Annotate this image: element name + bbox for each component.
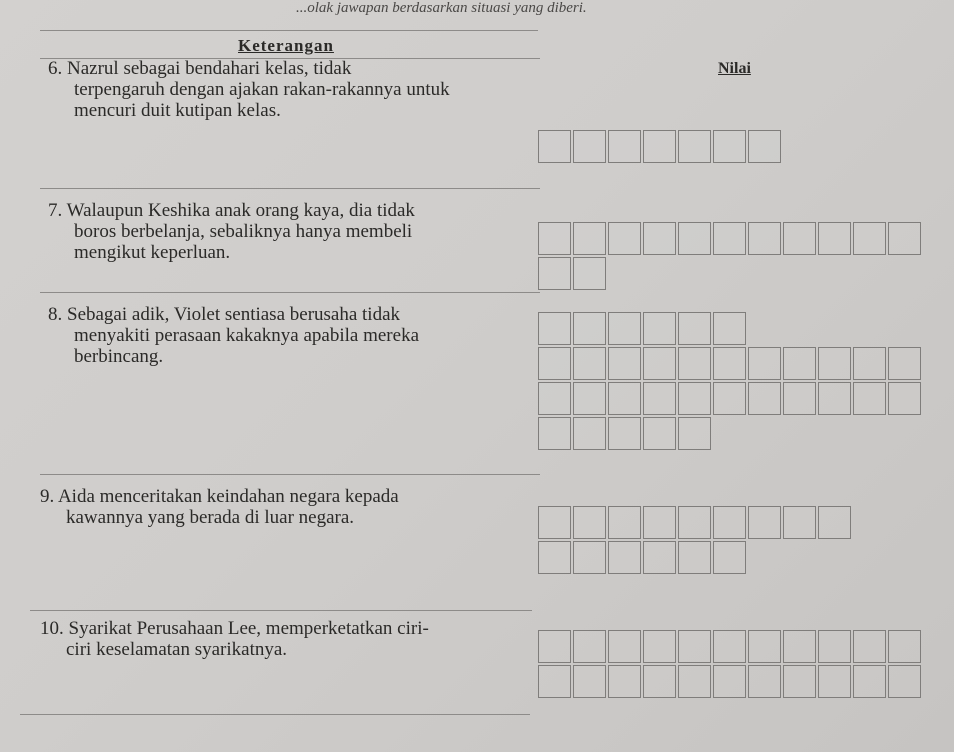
answer-box[interactable] [748, 665, 781, 698]
question-line: Nazrul sebagai bendahari kelas, tidak [67, 58, 352, 79]
answer-box[interactable] [538, 222, 571, 255]
answer-box[interactable] [608, 312, 641, 345]
answer-box[interactable] [713, 506, 746, 539]
answer-box[interactable] [608, 665, 641, 698]
answer-box[interactable] [538, 506, 571, 539]
answer-box[interactable] [538, 130, 571, 163]
row-divider [40, 292, 540, 293]
answer-box[interactable] [538, 382, 571, 415]
instruction-text: ...olak jawapan berdasarkan situasi yang diberi. [296, 0, 587, 16]
question-number: 6. [48, 58, 63, 79]
row-divider [20, 714, 530, 715]
answer-box[interactable] [678, 665, 711, 698]
answer-box[interactable] [853, 347, 886, 380]
answer-box[interactable] [573, 130, 606, 163]
column-header-keterangan: Keterangan [238, 36, 334, 55]
answer-box[interactable] [678, 541, 711, 574]
question-number: 10. [40, 618, 64, 639]
answer-box[interactable] [713, 382, 746, 415]
answer-box[interactable] [713, 665, 746, 698]
answer-box[interactable] [818, 630, 851, 663]
answer-box[interactable] [713, 630, 746, 663]
column-header-nilai: Nilai [718, 60, 751, 77]
answer-box[interactable] [573, 506, 606, 539]
question-line: menyakiti perasaan kakaknya apabila mereka [74, 325, 419, 346]
question-line: ciri keselamatan syarikatnya. [66, 639, 288, 660]
answer-box[interactable] [538, 417, 571, 450]
answer-box[interactable] [573, 222, 606, 255]
answer-box[interactable] [608, 541, 641, 574]
answer-box[interactable] [783, 665, 816, 698]
answer-box[interactable] [783, 222, 816, 255]
row-divider [30, 610, 532, 611]
question-9 [40, 486, 399, 528]
answer-box[interactable] [783, 347, 816, 380]
question-10 [40, 618, 429, 660]
answer-box[interactable] [573, 630, 606, 663]
answer-box[interactable] [713, 541, 746, 574]
answer-box[interactable] [608, 382, 641, 415]
answer-box[interactable] [713, 312, 746, 345]
answer-box[interactable] [678, 382, 711, 415]
answer-box[interactable] [888, 665, 921, 698]
question-number: 9. [40, 486, 55, 507]
answer-box[interactable] [853, 222, 886, 255]
answer-box[interactable] [853, 382, 886, 415]
answer-box[interactable] [538, 541, 571, 574]
question-line: berbincang. [74, 346, 164, 367]
answer-box[interactable] [643, 541, 676, 574]
question-8 [48, 304, 419, 367]
answer-box[interactable] [573, 382, 606, 415]
answer-box[interactable] [818, 347, 851, 380]
answer-box[interactable] [608, 130, 641, 163]
answer-box[interactable] [853, 665, 886, 698]
answer-box[interactable] [853, 630, 886, 663]
answer-box[interactable] [713, 130, 746, 163]
question-line: kawannya yang berada di luar negara. [66, 507, 355, 528]
answer-box[interactable] [678, 130, 711, 163]
answer-box[interactable] [643, 382, 676, 415]
question-line: boros berbelanja, sebaliknya hanya membeli [74, 221, 413, 242]
question-line: Syarikat Perusahaan Lee, memperketatkan ciri- [68, 618, 429, 639]
header-top-line [40, 30, 538, 31]
answer-box[interactable] [748, 630, 781, 663]
answer-box[interactable] [573, 665, 606, 698]
answer-box[interactable] [643, 665, 676, 698]
question-line: Walaupun Keshika anak orang kaya, dia tidak [66, 200, 415, 221]
answer-box[interactable] [818, 382, 851, 415]
answer-box[interactable] [888, 347, 921, 380]
answer-box[interactable] [608, 417, 641, 450]
answer-box[interactable] [608, 222, 641, 255]
answer-box[interactable] [678, 312, 711, 345]
question-6 [48, 58, 450, 121]
answer-box[interactable] [608, 630, 641, 663]
question-line: mengikut keperluan. [74, 242, 231, 263]
answer-box[interactable] [818, 506, 851, 539]
answer-box[interactable] [783, 506, 816, 539]
answer-box[interactable] [538, 347, 571, 380]
answer-box[interactable] [818, 222, 851, 255]
answer-box[interactable] [748, 382, 781, 415]
question-line: Sebagai adik, Violet sentiasa berusaha tidak [67, 304, 401, 325]
answer-box[interactable] [643, 630, 676, 663]
answer-box[interactable] [643, 417, 676, 450]
answer-box[interactable] [643, 347, 676, 380]
answer-box[interactable] [678, 222, 711, 255]
answer-box[interactable] [748, 506, 781, 539]
answer-box[interactable] [573, 541, 606, 574]
answer-box[interactable] [748, 222, 781, 255]
answer-box[interactable] [573, 417, 606, 450]
answer-box[interactable] [888, 382, 921, 415]
question-line: mencuri duit kutipan kelas. [74, 100, 281, 121]
answer-box[interactable] [678, 347, 711, 380]
answer-box[interactable] [888, 222, 921, 255]
question-number: 8. [48, 304, 63, 325]
answer-box[interactable] [538, 630, 571, 663]
answer-box[interactable] [783, 630, 816, 663]
answer-box[interactable] [573, 312, 606, 345]
answer-box[interactable] [713, 347, 746, 380]
answer-box[interactable] [643, 506, 676, 539]
answer-box[interactable] [678, 630, 711, 663]
answer-box[interactable] [608, 347, 641, 380]
question-number: 7. [48, 200, 63, 221]
answer-box[interactable] [538, 257, 571, 290]
row-divider [40, 188, 540, 189]
answer-box[interactable] [643, 312, 676, 345]
answer-box[interactable] [713, 222, 746, 255]
answer-box[interactable] [573, 347, 606, 380]
answer-box[interactable] [538, 665, 571, 698]
answer-box[interactable] [678, 506, 711, 539]
answer-box[interactable] [748, 347, 781, 380]
answer-box[interactable] [643, 130, 676, 163]
question-line: Aida menceritakan keindahan negara kepada [57, 486, 399, 507]
answer-box[interactable] [678, 417, 711, 450]
answer-box[interactable] [643, 222, 676, 255]
answer-box[interactable] [573, 257, 606, 290]
answer-box[interactable] [818, 665, 851, 698]
answer-box[interactable] [538, 312, 571, 345]
answer-box[interactable] [888, 630, 921, 663]
question-line: terpengaruh dengan ajakan rakan-rakannya untuk [74, 79, 450, 100]
row-divider [40, 474, 540, 475]
answer-box[interactable] [748, 130, 781, 163]
answer-box[interactable] [783, 382, 816, 415]
answer-box[interactable] [608, 506, 641, 539]
question-7 [48, 200, 415, 263]
